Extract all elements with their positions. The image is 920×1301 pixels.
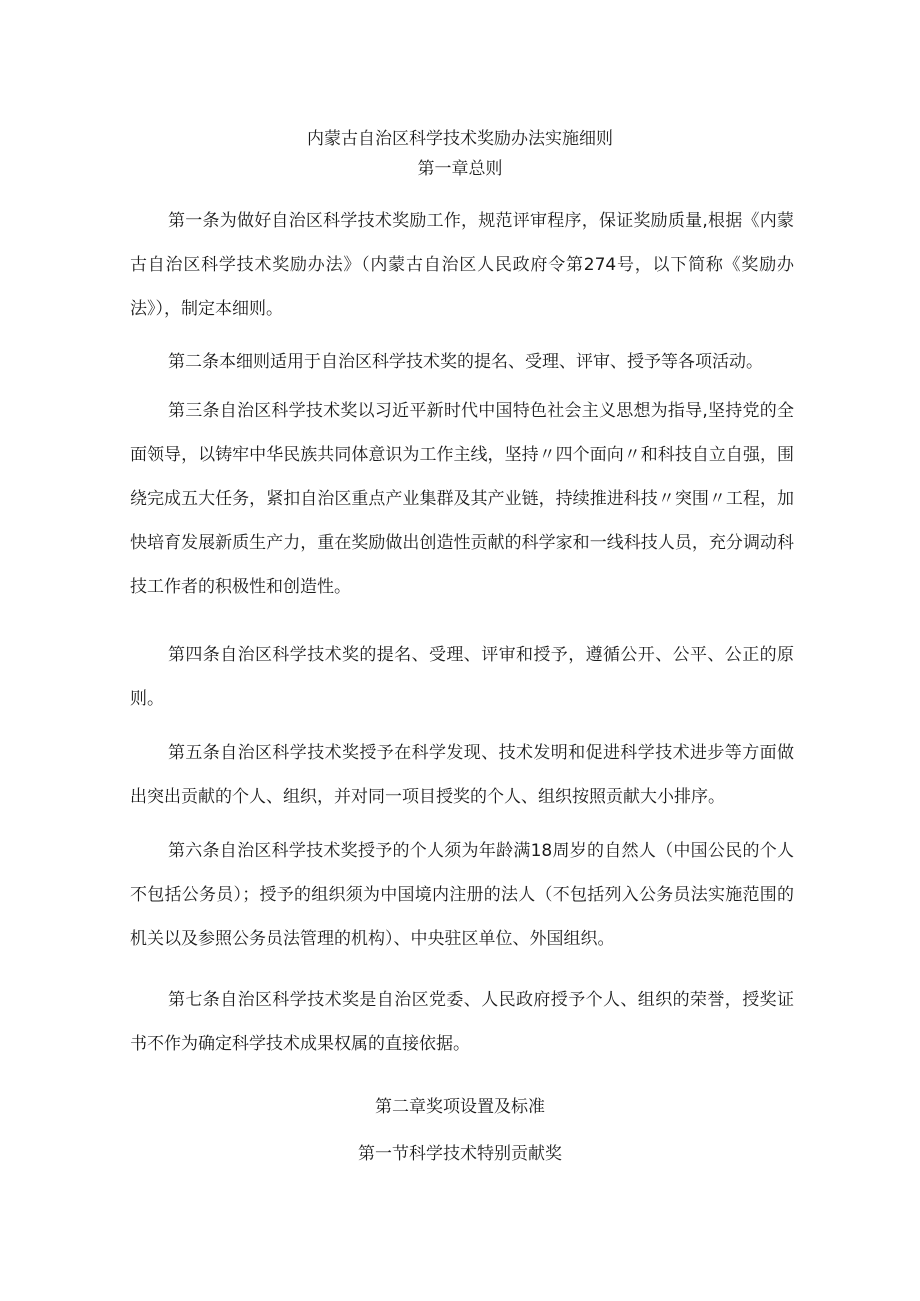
document-title: 内蒙古自治区科学技术奖励办法实施细则 bbox=[307, 129, 613, 149]
article-4: 第四条自治区科学技术奖的提名、受理、评审和授予，遵循公开、公平、公正的原则。 bbox=[130, 645, 794, 709]
section-1-heading: 第一节科学技术特别贡献奖 bbox=[358, 1144, 562, 1164]
chapter-1-heading: 第一章总则 bbox=[417, 159, 503, 179]
article-7: 第七条自治区科学技术奖是自治区党委、人民政府授予个人、组织的荣誉，授奖证书不作为确定科学技术成果权属的直接依据。 bbox=[130, 990, 794, 1054]
chapter-2-heading: 第二章奖项设置及标准 bbox=[375, 1097, 545, 1117]
article-5: 第五条自治区科学技术奖授予在科学发现、技术发明和促进科学技术进步等方面做出突出贡献的个人、组织，并对同一项目授奖的个人、组织按照贡献大小排序。 bbox=[130, 743, 794, 807]
article-3: 第三条自治区科学技术奖以习近平新时代中国特色社会主义思想为指导,坚持党的全面领导，以铸牢中华民族共同体意识为工作主线，坚持〃四个面向〃和科技自立自强，围绕完成五大任务，紧扣自治区重点产业集群及其产业链，持续推进科技〃突围〃工程，加快培育发展新质生产力，重在奖励做出创造性贡献的科学家和一线科技人员，充分调动科技工作者的积极性和创造性。 bbox=[130, 401, 794, 597]
article-2: 第二条本细则适用于自治区科学技术奖的提名、受理、评审、授予等各项活动。 bbox=[168, 352, 763, 372]
article-6: 第六条自治区科学技术奖授予的个人须为年龄满18周岁的自然人（中国公民的个人不包括公务员）；授予的组织须为中国境内注册的法人（不包括列入公务员法实施范围的机关以及参照公务员法管理的机构）、中央驻区单位、外国组织。 bbox=[130, 841, 794, 949]
article-1: 第一条为做好自治区科学技术奖励工作，规范评审程序，保证奖励质量,根据《内蒙古自治区科学技术奖励办法》（内蒙古自治区人民政府令第274号，以下简称《奖励办法》），制定本细则。 bbox=[130, 211, 794, 319]
